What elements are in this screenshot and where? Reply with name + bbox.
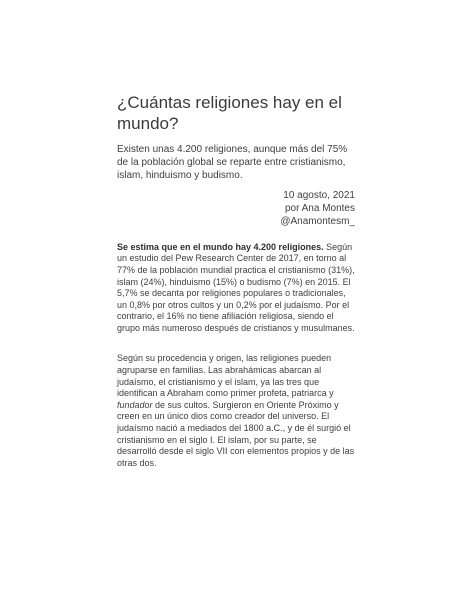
article-meta — [117, 189, 355, 228]
article-title: ¿Cuántas religiones hay en el mundo? — [117, 93, 342, 133]
paragraph-1 — [117, 242, 355, 335]
author-handle[interactable]: @Anamontesm_ — [280, 215, 355, 227]
article-lead: Existen unas 4.200 religiones, aunque más del 75% de la población global se reparte entre cristianismo, islam, hinduismo y budismo. — [117, 144, 348, 181]
article-author: por Ana Montes — [284, 202, 355, 214]
article — [117, 92, 355, 488]
paragraph-1-bold: Se estima que en el mundo hay 4.200 religiones. — [117, 241, 324, 252]
paragraph-2 — [117, 353, 355, 469]
paragraph-2-italic: fundador — [117, 399, 153, 410]
article-date: 10 agosto, 2021 — [283, 189, 355, 201]
paragraph-1-text: Según un estudio del Pew Research Center de 2017, en torno al 77% de la población mundial practica el cristianismo (31%), islam (24%), hinduismo (15%) o budismo (7%) en 2015. El 5,7% se decanta por religiones populares o tradicionales, un 0,8% por otros cultos y un 0,2% por el judaísmo. Por el contrario, el 16% no tiene afiliación religiosa, siendo el grupo más numeroso después de cristianos y musulmanes. — [117, 241, 355, 333]
paragraph-2-text-b: de sus cultos. Surgieron en Oriente Próximo y creen en un único dios como creador del universo. El judaísmo nació a mediados del 1800 a.C., y de él surgió el cristianismo en el siglo I. El islam, por su parte, se desarrolló desde el siglo VII con elementos propios y de las otras dos. — [117, 399, 355, 468]
paragraph-2-text-a: Según su procedencia y origen, las religiones pueden agruparse en familias. Las abrahámicas abarcan al judaísmo, el cristianismo y el islam, ya las tres que identifican a Abraham como primer profeta, patriarca y — [117, 353, 334, 399]
